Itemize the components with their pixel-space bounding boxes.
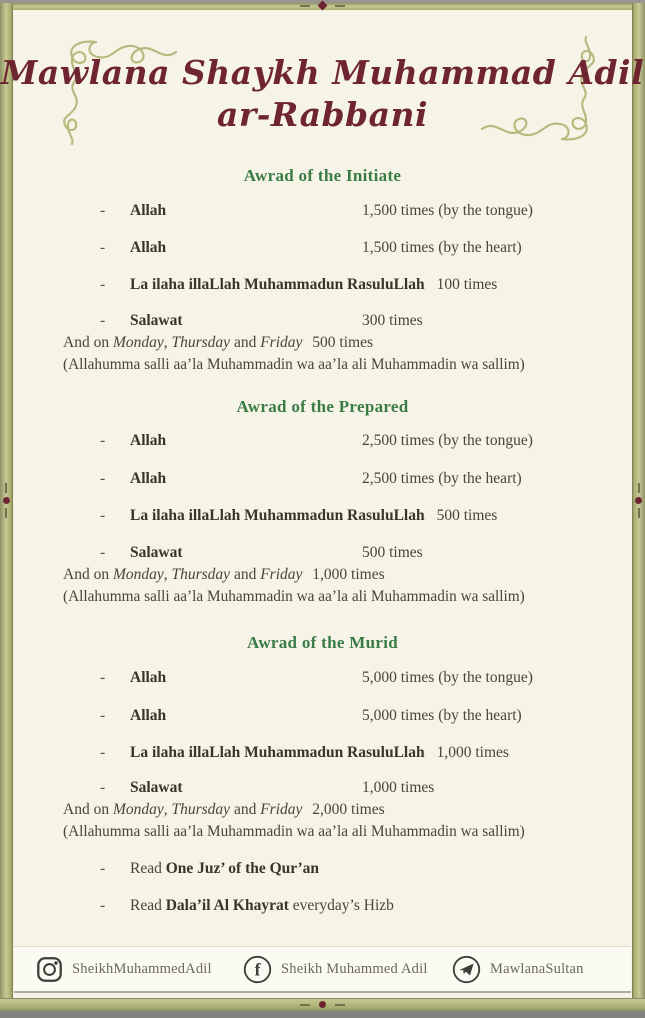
left-border-ornament <box>3 497 10 504</box>
bullet-dash: - <box>100 507 106 524</box>
dhikr-count: 1,000 times <box>436 744 509 761</box>
comma: , <box>163 334 168 351</box>
title-line-1: Mawlana Shaykh Muhammad Adil <box>0 53 645 92</box>
dhikr-count: 500 times <box>362 544 423 561</box>
dhikr-row <box>130 507 615 525</box>
dhikr-count: 1,500 times (by the tongue) <box>362 202 533 219</box>
days-count: 2,000 times <box>312 801 385 818</box>
conjunction: and <box>233 566 257 583</box>
dhikr-label: La ilaha illaLlah Muhammadun RasuluLlah <box>130 507 425 524</box>
page-edge-bottom <box>0 1011 645 1018</box>
dhikr-label: Salawat <box>130 312 183 329</box>
read-prefix: Read <box>130 897 162 914</box>
bullet-dash: - <box>100 669 106 686</box>
ornament-tick <box>5 483 7 493</box>
read-suffix: everyday’s Hizb <box>292 897 394 914</box>
page-border-right <box>632 3 645 1011</box>
dhikr-label: Salawat <box>130 779 183 796</box>
day-name: Thursday <box>171 566 231 583</box>
days-count: 500 times <box>312 334 373 351</box>
salawat-dua: (Allahumma salli aa’la Muhammadin wa aa’la ali Muhammadin wa sallim) <box>63 356 525 373</box>
bullet-dash: - <box>100 276 106 293</box>
day-name: Monday <box>112 334 164 351</box>
section-heading: Awrad of the Prepared <box>236 397 409 416</box>
telegram-handle: MawlanaSultan <box>490 960 584 977</box>
dhikr-label: Allah <box>130 239 167 256</box>
dhikr-label: Allah <box>130 432 167 449</box>
day-name: Monday <box>112 566 164 583</box>
conjunction: and <box>233 801 257 818</box>
days-note <box>63 334 625 352</box>
read-row <box>130 897 615 915</box>
dhikr-label: Allah <box>130 470 167 487</box>
svg-text:f: f <box>254 959 261 980</box>
days-count: 1,000 times <box>312 566 385 583</box>
dhikr-label: Allah <box>130 707 167 724</box>
dhikr-count: 100 times <box>436 276 498 293</box>
bullet-dash: - <box>100 860 106 877</box>
dhikr-count: 500 times <box>436 507 498 524</box>
dhikr-count: 2,500 times (by the tongue) <box>362 432 533 449</box>
salawat-dua: (Allahumma salli aa’la Muhammadin wa aa’la ali Muhammadin wa sallim) <box>63 588 525 605</box>
facebook-handle: Sheikh Muhammed Adil <box>281 960 428 977</box>
dhikr-count: 5,000 times (by the tongue) <box>362 669 533 686</box>
days-note <box>63 566 625 584</box>
dhikr-count: 5,000 times (by the heart) <box>362 707 522 724</box>
telegram-icon <box>452 955 481 984</box>
comma: , <box>163 801 168 818</box>
dhikr-count: 300 times <box>362 312 423 329</box>
days-prefix: And on <box>63 334 110 351</box>
title-line-2: ar-Rabbani <box>216 95 429 135</box>
dhikr-label: Allah <box>130 669 167 686</box>
read-title: Dala’il Al Khayrat <box>165 897 289 914</box>
ornament-tick <box>5 508 7 518</box>
day-name: Friday <box>260 566 303 583</box>
day-name: Friday <box>260 801 303 818</box>
dhikr-row <box>130 744 615 762</box>
bullet-dash: - <box>100 432 106 449</box>
days-note <box>63 801 625 819</box>
dhikr-row <box>130 276 615 294</box>
day-name: Thursday <box>171 801 231 818</box>
bottom-border-ornament <box>319 1001 326 1008</box>
conjunction: and <box>233 334 257 351</box>
section-heading: Awrad of the Initiate <box>243 166 402 185</box>
bullet-dash: - <box>100 239 106 256</box>
bullet-dash: - <box>100 544 106 561</box>
salawat-dua: (Allahumma salli aa’la Muhammadin wa aa’la ali Muhammadin wa sallim) <box>63 823 525 840</box>
bullet-dash: - <box>100 897 106 914</box>
bullet-dash: - <box>100 312 106 329</box>
telegram-link[interactable] <box>452 947 584 991</box>
dhikr-label: Allah <box>130 202 167 219</box>
dhikr-label: La ilaha illaLlah Muhammadun RasuluLlah <box>130 276 425 293</box>
instagram-handle: SheikhMuhammedAdil <box>72 960 212 977</box>
day-name: Monday <box>112 801 164 818</box>
days-prefix: And on <box>63 566 110 583</box>
read-row <box>130 860 615 878</box>
dhikr-count: 1,000 times <box>362 779 435 796</box>
instagram-icon <box>36 956 63 983</box>
page-title <box>0 52 645 136</box>
ornament-tick <box>300 5 310 7</box>
ornament-tick <box>638 508 640 518</box>
read-title: One Juz’ of the Qur’an <box>165 860 319 877</box>
section-heading: Awrad of the Murid <box>247 633 398 652</box>
bullet-dash: - <box>100 202 106 219</box>
instagram-link[interactable] <box>36 947 212 991</box>
dhikr-count: 2,500 times (by the heart) <box>362 470 522 487</box>
ornament-tick <box>335 5 345 7</box>
facebook-link[interactable] <box>243 947 428 991</box>
day-name: Thursday <box>171 334 231 351</box>
bullet-dash: - <box>100 707 106 724</box>
facebook-icon <box>243 955 272 984</box>
social-footer <box>14 946 631 993</box>
bullet-dash: - <box>100 779 106 796</box>
comma: , <box>163 566 168 583</box>
dhikr-count: 1,500 times (by the heart) <box>362 239 522 256</box>
bullet-dash: - <box>100 744 106 761</box>
right-border-ornament <box>635 497 642 504</box>
ornament-tick <box>335 1004 345 1006</box>
ornament-tick <box>300 1004 310 1006</box>
dhikr-label: Salawat <box>130 544 183 561</box>
days-prefix: And on <box>63 801 110 818</box>
page-border-left <box>0 3 13 1011</box>
read-prefix: Read <box>130 860 162 877</box>
day-name: Friday <box>260 334 303 351</box>
dhikr-label: La ilaha illaLlah Muhammadun RasuluLlah <box>130 744 425 761</box>
bullet-dash: - <box>100 470 106 487</box>
ornament-tick <box>638 483 640 493</box>
